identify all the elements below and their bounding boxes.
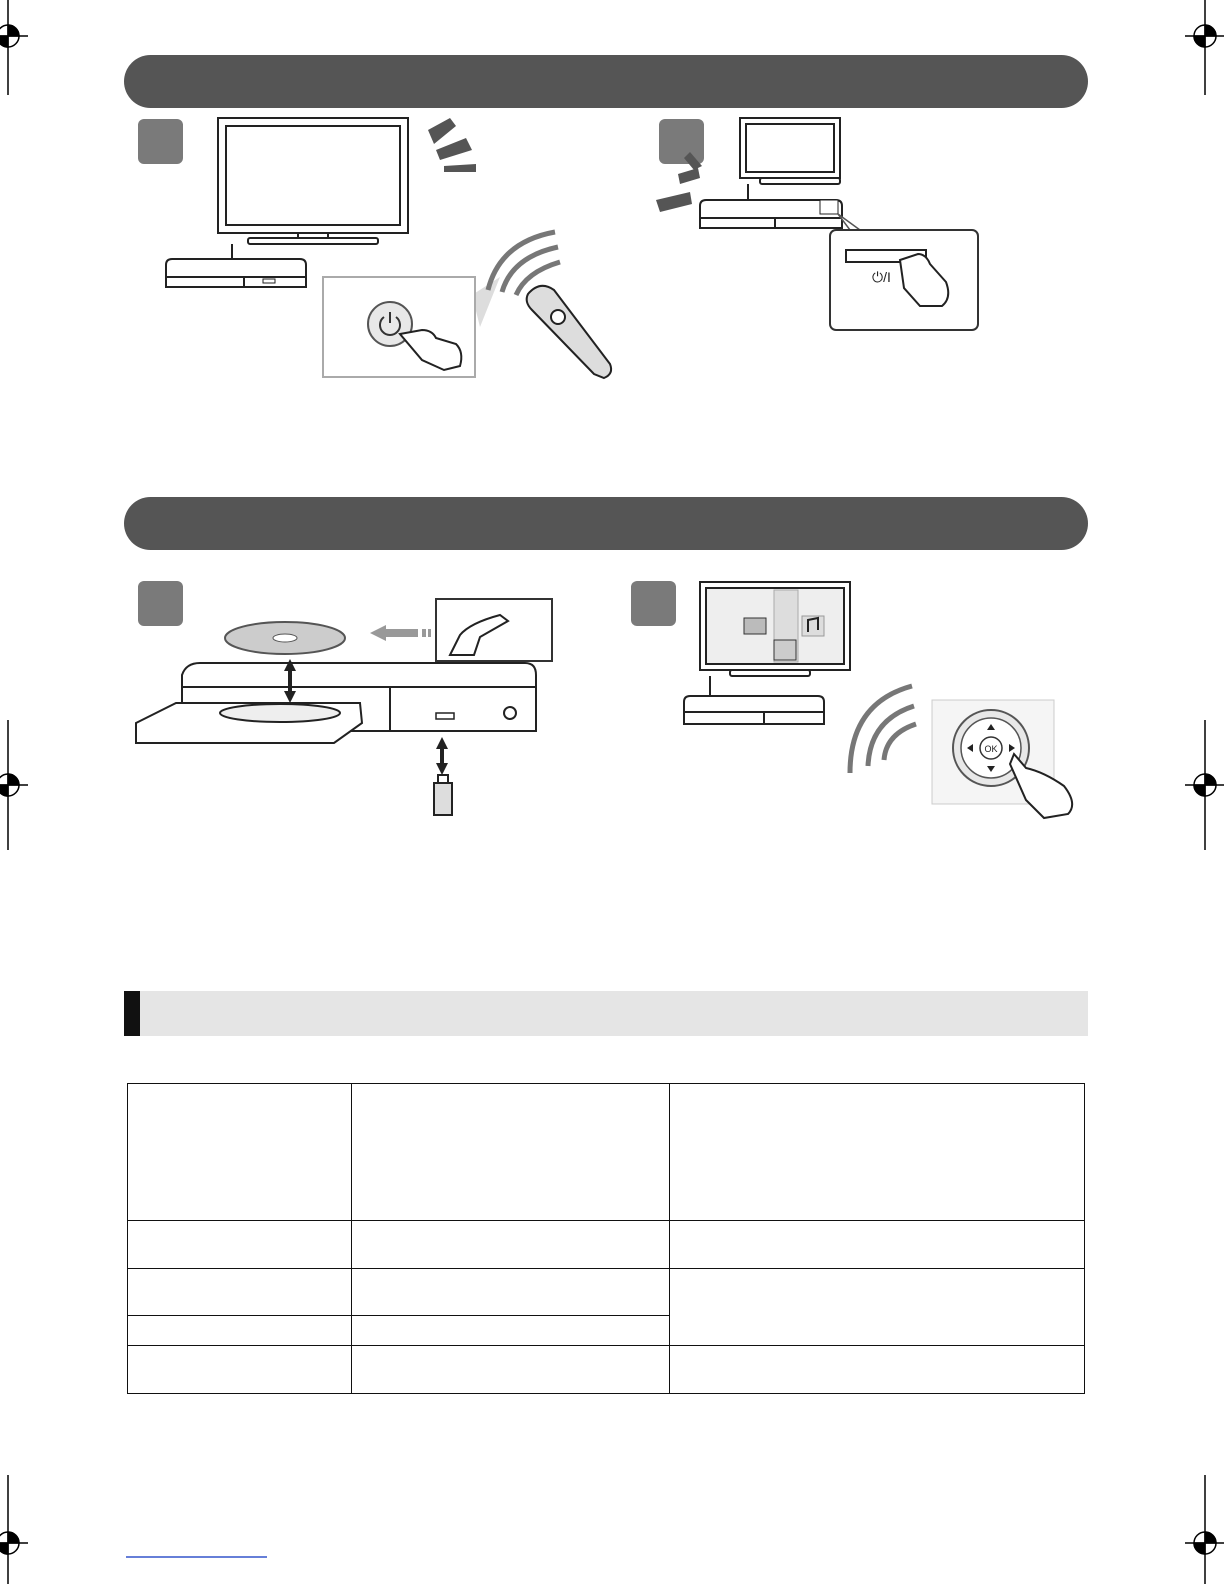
table-cell: [351, 1316, 670, 1346]
power-symbol-label: ⏻/I: [872, 269, 891, 285]
usb-stick-icon: [434, 775, 452, 815]
tv-icon: [218, 118, 408, 259]
folder-icon: [744, 618, 766, 634]
subsection-heading-bar: [124, 991, 1088, 1036]
tv-icon: [740, 118, 840, 200]
bluray-player-icon: [166, 259, 306, 287]
tv-icon: [700, 582, 850, 696]
table-cell: [128, 1316, 352, 1346]
registration-mark-icon: [1185, 720, 1224, 850]
registration-mark-icon: [0, 0, 28, 95]
table-cell: [351, 1346, 670, 1394]
table-cell: [670, 1346, 1085, 1394]
disc-tray: [136, 703, 362, 743]
music-icon: [802, 616, 824, 636]
remote-control-icon: [527, 286, 611, 378]
video-icon: [774, 640, 796, 660]
section-header-band-2: [124, 497, 1088, 550]
bluray-player-icon: [684, 696, 824, 724]
table-cell: [351, 1269, 670, 1316]
illustration-menu-navigation: [680, 578, 1090, 823]
registration-mark-icon: [1185, 0, 1224, 95]
bluray-player-icon: [700, 200, 842, 228]
section-header-band-1: [124, 55, 1088, 108]
table-row: [128, 1221, 1085, 1269]
signal-waves-icon: [428, 118, 476, 172]
heading-marker: [124, 991, 140, 1036]
spec-table: [127, 1083, 1085, 1394]
table-row: [128, 1346, 1085, 1394]
power-button-icon: [323, 277, 500, 377]
arrow-icon: [370, 625, 431, 641]
table-row: [128, 1269, 1085, 1316]
table-cell: [351, 1221, 670, 1269]
step-badge-4: [631, 581, 676, 626]
table-row: [128, 1084, 1085, 1221]
table-cell: [351, 1084, 670, 1221]
table-cell: [128, 1346, 352, 1394]
illustration-insert-media: [130, 595, 570, 825]
table-cell: [128, 1084, 352, 1221]
ok-label: OK: [984, 744, 998, 754]
signal-waves-icon: [488, 232, 560, 295]
registration-mark-icon: [0, 720, 28, 850]
table-cell: [128, 1221, 352, 1269]
illustration-power-on-remote: [160, 112, 620, 382]
signal-waves-icon: [850, 686, 916, 773]
table-cell: [670, 1269, 1085, 1346]
registration-mark-icon: [0, 1475, 28, 1584]
illustration-power-on-player: [650, 112, 990, 334]
table-cell: [670, 1084, 1085, 1221]
table-cell: [670, 1221, 1085, 1269]
signal-waves-icon: [656, 152, 702, 212]
table-cell: [128, 1269, 352, 1316]
registration-mark-icon: [1185, 1475, 1224, 1584]
step-number: [631, 581, 676, 626]
disc-icon: [225, 622, 345, 654]
